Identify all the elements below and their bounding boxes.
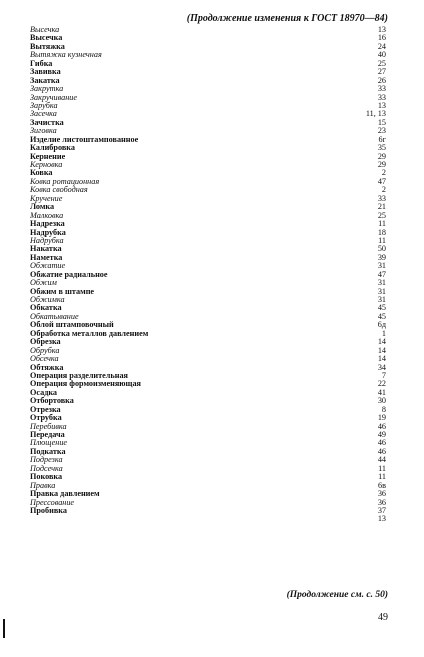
index-row <box>30 254 386 262</box>
index-page-ref: 14 <box>377 345 386 355</box>
index-row <box>30 338 386 346</box>
index-term: Вытяжка кузнечная <box>30 50 102 60</box>
index-row <box>30 245 386 253</box>
index-row <box>30 110 386 118</box>
index-row <box>30 119 386 127</box>
index-term: Подкатка <box>30 446 66 456</box>
index-page-ref: 37 <box>377 505 386 515</box>
index-row <box>30 77 386 85</box>
index-row <box>30 406 386 414</box>
index-term: Засечка <box>30 109 57 119</box>
index-page-ref: 6в <box>378 480 386 490</box>
index-term: Подсечка <box>30 463 63 473</box>
index-page-ref: 19 <box>377 413 386 423</box>
index-page-ref: 22 <box>377 379 386 389</box>
index-term: Обжим в штампе <box>30 286 95 296</box>
index-term: Обрубка <box>30 345 60 355</box>
index-page-ref: 47 <box>377 269 386 279</box>
index-row <box>30 60 386 68</box>
index-row <box>30 507 386 515</box>
index-page-ref: 25 <box>377 58 386 68</box>
index-page-ref: 11 <box>378 463 386 473</box>
index-page-ref: 13 <box>377 514 386 524</box>
index-term: Вытяжка <box>30 41 65 51</box>
index-term: Операция разделительная <box>30 370 128 380</box>
index-page-ref: 29 <box>377 151 386 161</box>
index-term: Гибка <box>30 58 53 68</box>
index-term: Обкатка <box>30 303 62 313</box>
index-term: Завивка <box>30 67 61 77</box>
index-page-ref: 34 <box>377 362 386 372</box>
index-row <box>30 229 386 237</box>
index-row <box>30 94 386 102</box>
term-index-list <box>30 26 386 524</box>
index-term: Осадка <box>30 387 58 397</box>
index-term: Обжимка <box>30 295 65 304</box>
index-row <box>30 389 386 397</box>
index-row <box>30 448 386 456</box>
index-page-ref: 39 <box>377 252 386 262</box>
index-page-ref: 31 <box>377 278 386 288</box>
index-row <box>30 220 386 228</box>
index-row <box>30 212 386 220</box>
index-term: Обработка металлов давлением <box>30 328 149 338</box>
index-row <box>30 203 386 211</box>
index-page-ref: 33 <box>377 84 386 94</box>
index-term: Наметка <box>30 252 63 262</box>
index-row <box>30 237 386 245</box>
index-row <box>30 499 386 507</box>
index-page-ref: 46 <box>377 438 386 448</box>
margin-mark <box>3 619 5 638</box>
index-page-ref: 24 <box>377 41 386 51</box>
index-page-ref: 36 <box>377 497 386 507</box>
index-term: Обтяжка <box>30 362 64 372</box>
index-row <box>30 161 386 169</box>
index-row <box>30 414 386 422</box>
index-page-ref: 45 <box>377 303 386 313</box>
index-term: Обжатие <box>30 261 66 271</box>
index-page-ref: 14 <box>377 337 386 347</box>
index-page-ref: 47 <box>377 176 386 186</box>
index-page-ref: 50 <box>377 244 386 254</box>
index-row <box>30 26 386 34</box>
index-row <box>30 186 386 194</box>
index-page-ref: 46 <box>377 421 386 431</box>
index-page-ref: 36 <box>377 489 386 499</box>
index-term: Обжатие радиальное <box>30 269 108 279</box>
index-page-ref: 2 <box>381 185 386 195</box>
index-page-ref: 16 <box>377 33 386 43</box>
index-page-ref: 18 <box>377 227 386 237</box>
index-row <box>30 51 386 59</box>
index-term: Отбортовка <box>30 396 74 406</box>
index-page-ref: 6д <box>377 320 386 330</box>
index-term: Обсечка <box>30 354 59 364</box>
continuation-header: (Продолжение изменения к ГОСТ 18970—84) <box>186 13 388 24</box>
index-term: Ковка <box>30 168 53 178</box>
index-page-ref: 40 <box>377 50 386 60</box>
index-page-ref: 46 <box>377 446 386 456</box>
index-page-ref: 33 <box>377 92 386 102</box>
index-term: Ломка <box>30 202 55 212</box>
index-row <box>30 195 386 203</box>
index-page-ref: 13 <box>377 100 386 110</box>
index-term: Правка давлением <box>30 489 100 499</box>
index-row <box>30 304 386 312</box>
index-row <box>30 153 386 161</box>
index-row <box>30 473 386 481</box>
index-row <box>30 347 386 355</box>
index-page-ref: 11, 13 <box>365 109 386 119</box>
index-page-ref: 33 <box>377 193 386 203</box>
index-row <box>30 68 386 76</box>
index-row <box>30 85 386 93</box>
index-term: Кернение <box>30 151 66 161</box>
index-page-ref: 11 <box>378 219 386 229</box>
index-term: Операция формоизменяющая <box>30 379 141 389</box>
index-term: Изделие листоштампованное <box>30 134 139 144</box>
index-page-ref: 6г <box>378 134 386 144</box>
index-term: Закрутка <box>30 84 64 94</box>
index-term: Надрубка <box>30 235 64 245</box>
index-term: Надрезка <box>30 219 65 229</box>
index-row <box>30 423 386 431</box>
index-row <box>30 136 386 144</box>
index-page-ref: 2 <box>381 168 386 178</box>
index-page-ref: 25 <box>377 210 386 220</box>
index-row <box>30 355 386 363</box>
index-term: Ковка свободная <box>30 185 88 195</box>
index-row <box>30 456 386 464</box>
index-page-ref: 31 <box>377 261 386 271</box>
index-term: Накатка <box>30 244 62 254</box>
index-term: Закатка <box>30 75 60 85</box>
index-term: Прессование <box>30 497 75 507</box>
index-term: Высечка <box>30 25 60 34</box>
index-row <box>30 330 386 338</box>
index-row <box>30 439 386 447</box>
index-row <box>30 380 386 388</box>
index-term: Подрезка <box>30 455 63 465</box>
index-term: Обрезка <box>30 337 61 347</box>
index-term: Пробивка <box>30 505 67 515</box>
index-page-ref: 30 <box>377 396 386 406</box>
index-row <box>30 490 386 498</box>
index-term: Ковка ротационная <box>30 176 100 186</box>
index-page-ref: 44 <box>377 455 386 465</box>
index-term: Обкатывание <box>30 311 79 321</box>
index-term: Керновка <box>30 160 63 169</box>
index-page-ref: 41 <box>377 387 386 397</box>
index-term: Кручение <box>30 193 63 203</box>
index-term: Закручивание <box>30 92 77 102</box>
index-page-ref: 11 <box>378 472 386 482</box>
index-term: Передача <box>30 430 65 439</box>
index-page-ref: 21 <box>377 202 386 212</box>
index-term: Надрубка <box>30 227 66 237</box>
index-term: Зиговка <box>30 126 57 136</box>
index-row <box>30 465 386 473</box>
index-term: Малковка <box>30 210 64 220</box>
index-term: Правка <box>30 480 56 490</box>
index-page-ref: 31 <box>377 295 386 304</box>
index-page-ref: 29 <box>377 160 386 169</box>
index-row <box>30 296 386 304</box>
index-row <box>30 288 386 296</box>
index-row <box>30 515 386 523</box>
index-term: Отрубка <box>30 413 62 423</box>
index-term: Плющение <box>30 438 68 448</box>
index-page-ref: 14 <box>377 354 386 364</box>
index-term: Перебивка <box>30 421 67 431</box>
index-term: Высечка <box>30 33 63 43</box>
index-term: Обжим <box>30 278 57 288</box>
index-page-ref: 8 <box>381 404 386 414</box>
index-page-ref: 13 <box>377 25 386 34</box>
index-term: Зачистка <box>30 117 64 127</box>
index-row <box>30 102 386 110</box>
index-term: Поковка <box>30 472 63 482</box>
index-page-ref: 26 <box>377 75 386 85</box>
index-page-ref: 49 <box>377 430 386 439</box>
index-term: Калибровка <box>30 143 75 153</box>
index-page-ref: 31 <box>377 286 386 296</box>
index-page-ref: 7 <box>381 370 386 380</box>
index-page-ref: 1 <box>381 328 386 338</box>
index-page-ref: 45 <box>377 311 386 321</box>
index-term: Зарубка <box>30 100 58 110</box>
index-page-ref: 27 <box>377 67 386 77</box>
page-number: 49 <box>378 612 388 623</box>
index-page-ref: 35 <box>377 143 386 153</box>
index-page-ref: 11 <box>378 235 386 245</box>
index-term: Облой штамповочный <box>30 320 114 330</box>
index-page-ref: 23 <box>377 126 386 136</box>
index-row <box>30 144 386 152</box>
index-row <box>30 397 386 405</box>
index-row <box>30 431 386 439</box>
index-page-ref: 15 <box>377 117 386 127</box>
index-row <box>30 34 386 42</box>
index-row <box>30 271 386 279</box>
continuation-footer: (Продолжение см. с. 50) <box>286 590 388 600</box>
index-term: Отрезка <box>30 404 61 414</box>
